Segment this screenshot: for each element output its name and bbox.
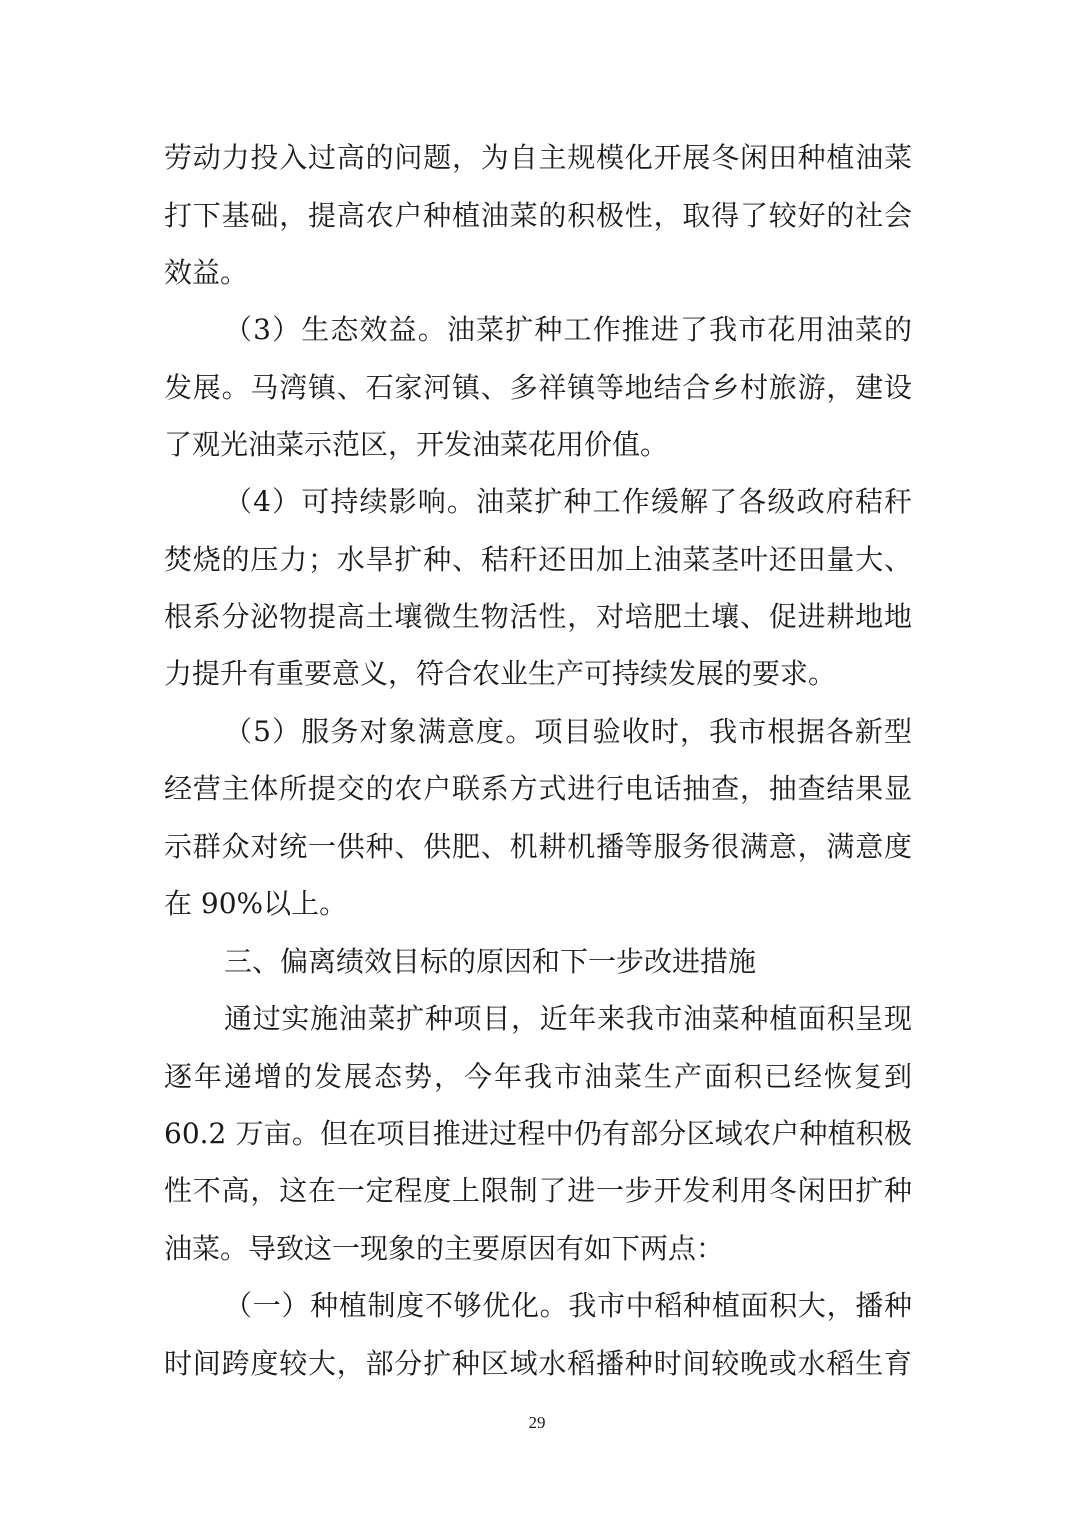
text-line: 时间跨度较大，部分扩种区域水稻播种时间较晚或水稻生育 [164,1347,912,1380]
section-heading: 三、偏离绩效目标的原因和下一步改进措施 [224,945,757,978]
text-line: 经营主体所提交的农户联系方式进行电话抽查，抽查结果显 [164,772,912,805]
text-line: （5）服务对象满意度。项目验收时，我市根据各新型 [224,715,912,748]
text-line: 60.2 万亩。但在项目推进过程中仍有部分区域农户种植积极 [164,1117,912,1150]
text-line: 打下基础，提高农户种植油菜的积极性，取得了较好的社会 [164,199,912,232]
page-number: 29 [528,1413,546,1432]
text-line: 力提升有重要意义，符合农业生产可持续发展的要求。 [164,657,837,690]
text-line: 通过实施油菜扩种项目，近年来我市油菜种植面积呈现 [224,1002,912,1035]
text-line: 逐年递增的发展态势，今年我市油菜生产面积已经恢复到 [164,1060,912,1093]
text-line: 效益。 [164,256,249,289]
text-line: 根系分泌物提高土壤微生物活性，对培肥土壤、促进耕地地 [164,600,912,633]
text-line: 焚烧的压力；水旱扩种、秸秆还田加上油菜茎叶还田量大、 [164,543,912,576]
text-line: 劳动力投入过高的问题，为自主规模化开展冬闲田种植油菜 [164,141,912,174]
text-line: 性不高，这在一定程度上限制了进一步开发利用冬闲田扩种 [164,1174,912,1207]
text-line: （4）可持续影响。油菜扩种工作缓解了各级政府秸秆 [224,485,912,518]
text-line: 油菜。导致这一现象的主要原因有如下两点： [164,1232,725,1265]
text-line: （一）种植制度不够优化。我市中稻种植面积大，播种 [224,1289,912,1322]
text-line: 示群众对统一供种、供肥、机耕机播等服务很满意，满意度 [164,830,912,863]
text-line: 了观光油菜示范区，开发油菜花用价值。 [164,428,669,461]
text-line: 在 90%以上。 [164,887,348,920]
text-line: （3）生态效益。油菜扩种工作推进了我市花用油菜的 [224,313,912,346]
text-line: 发展。马湾镇、石家河镇、多祥镇等地结合乡村旅游，建设 [164,371,912,404]
